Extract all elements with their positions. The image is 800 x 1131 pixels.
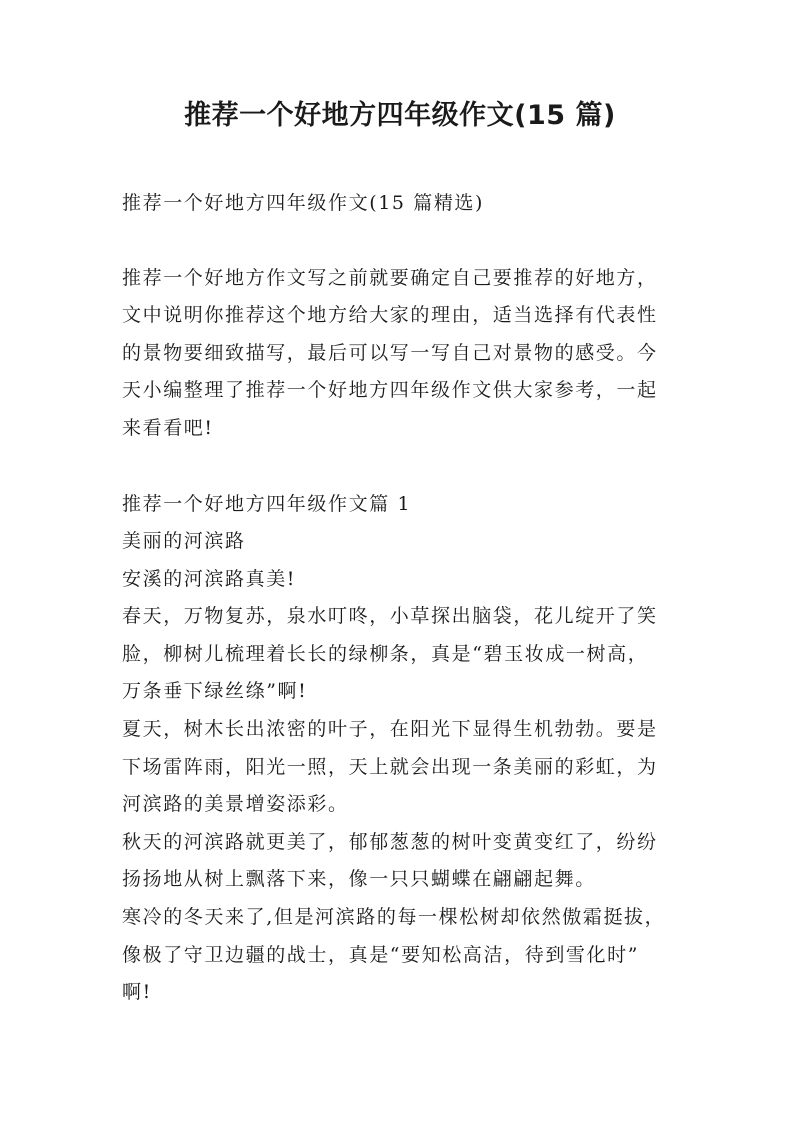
body-line: 啊! [122,981,152,1003]
intro-line: 天小编整理了推荐一个好地方四年级作文供大家参考，一起 [122,379,658,401]
body-line: 寒冷的冬天来了,但是河滨路的每一棵松树却依然傲霜挺拔， [122,906,666,928]
document-title: 推荐一个好地方四年级作文(15 篇) [184,100,616,131]
body-line: 安溪的河滨路真美! [122,568,297,590]
intro-line: 的景物要细致描写，最后可以写一写自己对景物的感受。今 [122,342,658,364]
document-subtitle: 推荐一个好地方四年级作文(15 篇精选) [122,192,485,214]
body-line: 扬扬地从树上飘落下来，像一只只蝴蝶在翩翩起舞。 [122,868,596,890]
body-line: 夏天，树木长出浓密的叶子，在阳光下显得生机勃勃。要是 [122,718,658,740]
section-heading: 推荐一个好地方四年级作文篇 1 [122,493,412,515]
body-line: 万条垂下绿丝绦”啊! [122,680,308,702]
body-line: 秋天的河滨路就更美了，郁郁葱葱的树叶变黄变红了，纷纷 [122,831,658,853]
body-line: 脸，柳树儿梳理着长长的绿柳条，真是“碧玉妆成一树高， [122,643,649,665]
essay-title: 美丽的河滨路 [122,530,246,552]
body-line: 像极了守卫边疆的战士，真是“要知松高洁，待到雪化时” [122,944,640,966]
intro-line: 推荐一个好地方作文写之前就要确定自己要推荐的好地方， [122,267,658,289]
body-line: 春天，万物复苏，泉水叮咚，小草探出脑袋，花儿绽开了笑 [122,605,658,627]
body-line: 下场雷阵雨，阳光一照，天上就会出现一条美丽的彩虹，为 [122,756,658,778]
body-line: 河滨路的美景增姿添彩。 [122,793,349,815]
intro-line: 来看看吧! [122,417,214,439]
intro-line: 文中说明你推荐这个地方给大家的理由，适当选择有代表性 [122,304,658,326]
